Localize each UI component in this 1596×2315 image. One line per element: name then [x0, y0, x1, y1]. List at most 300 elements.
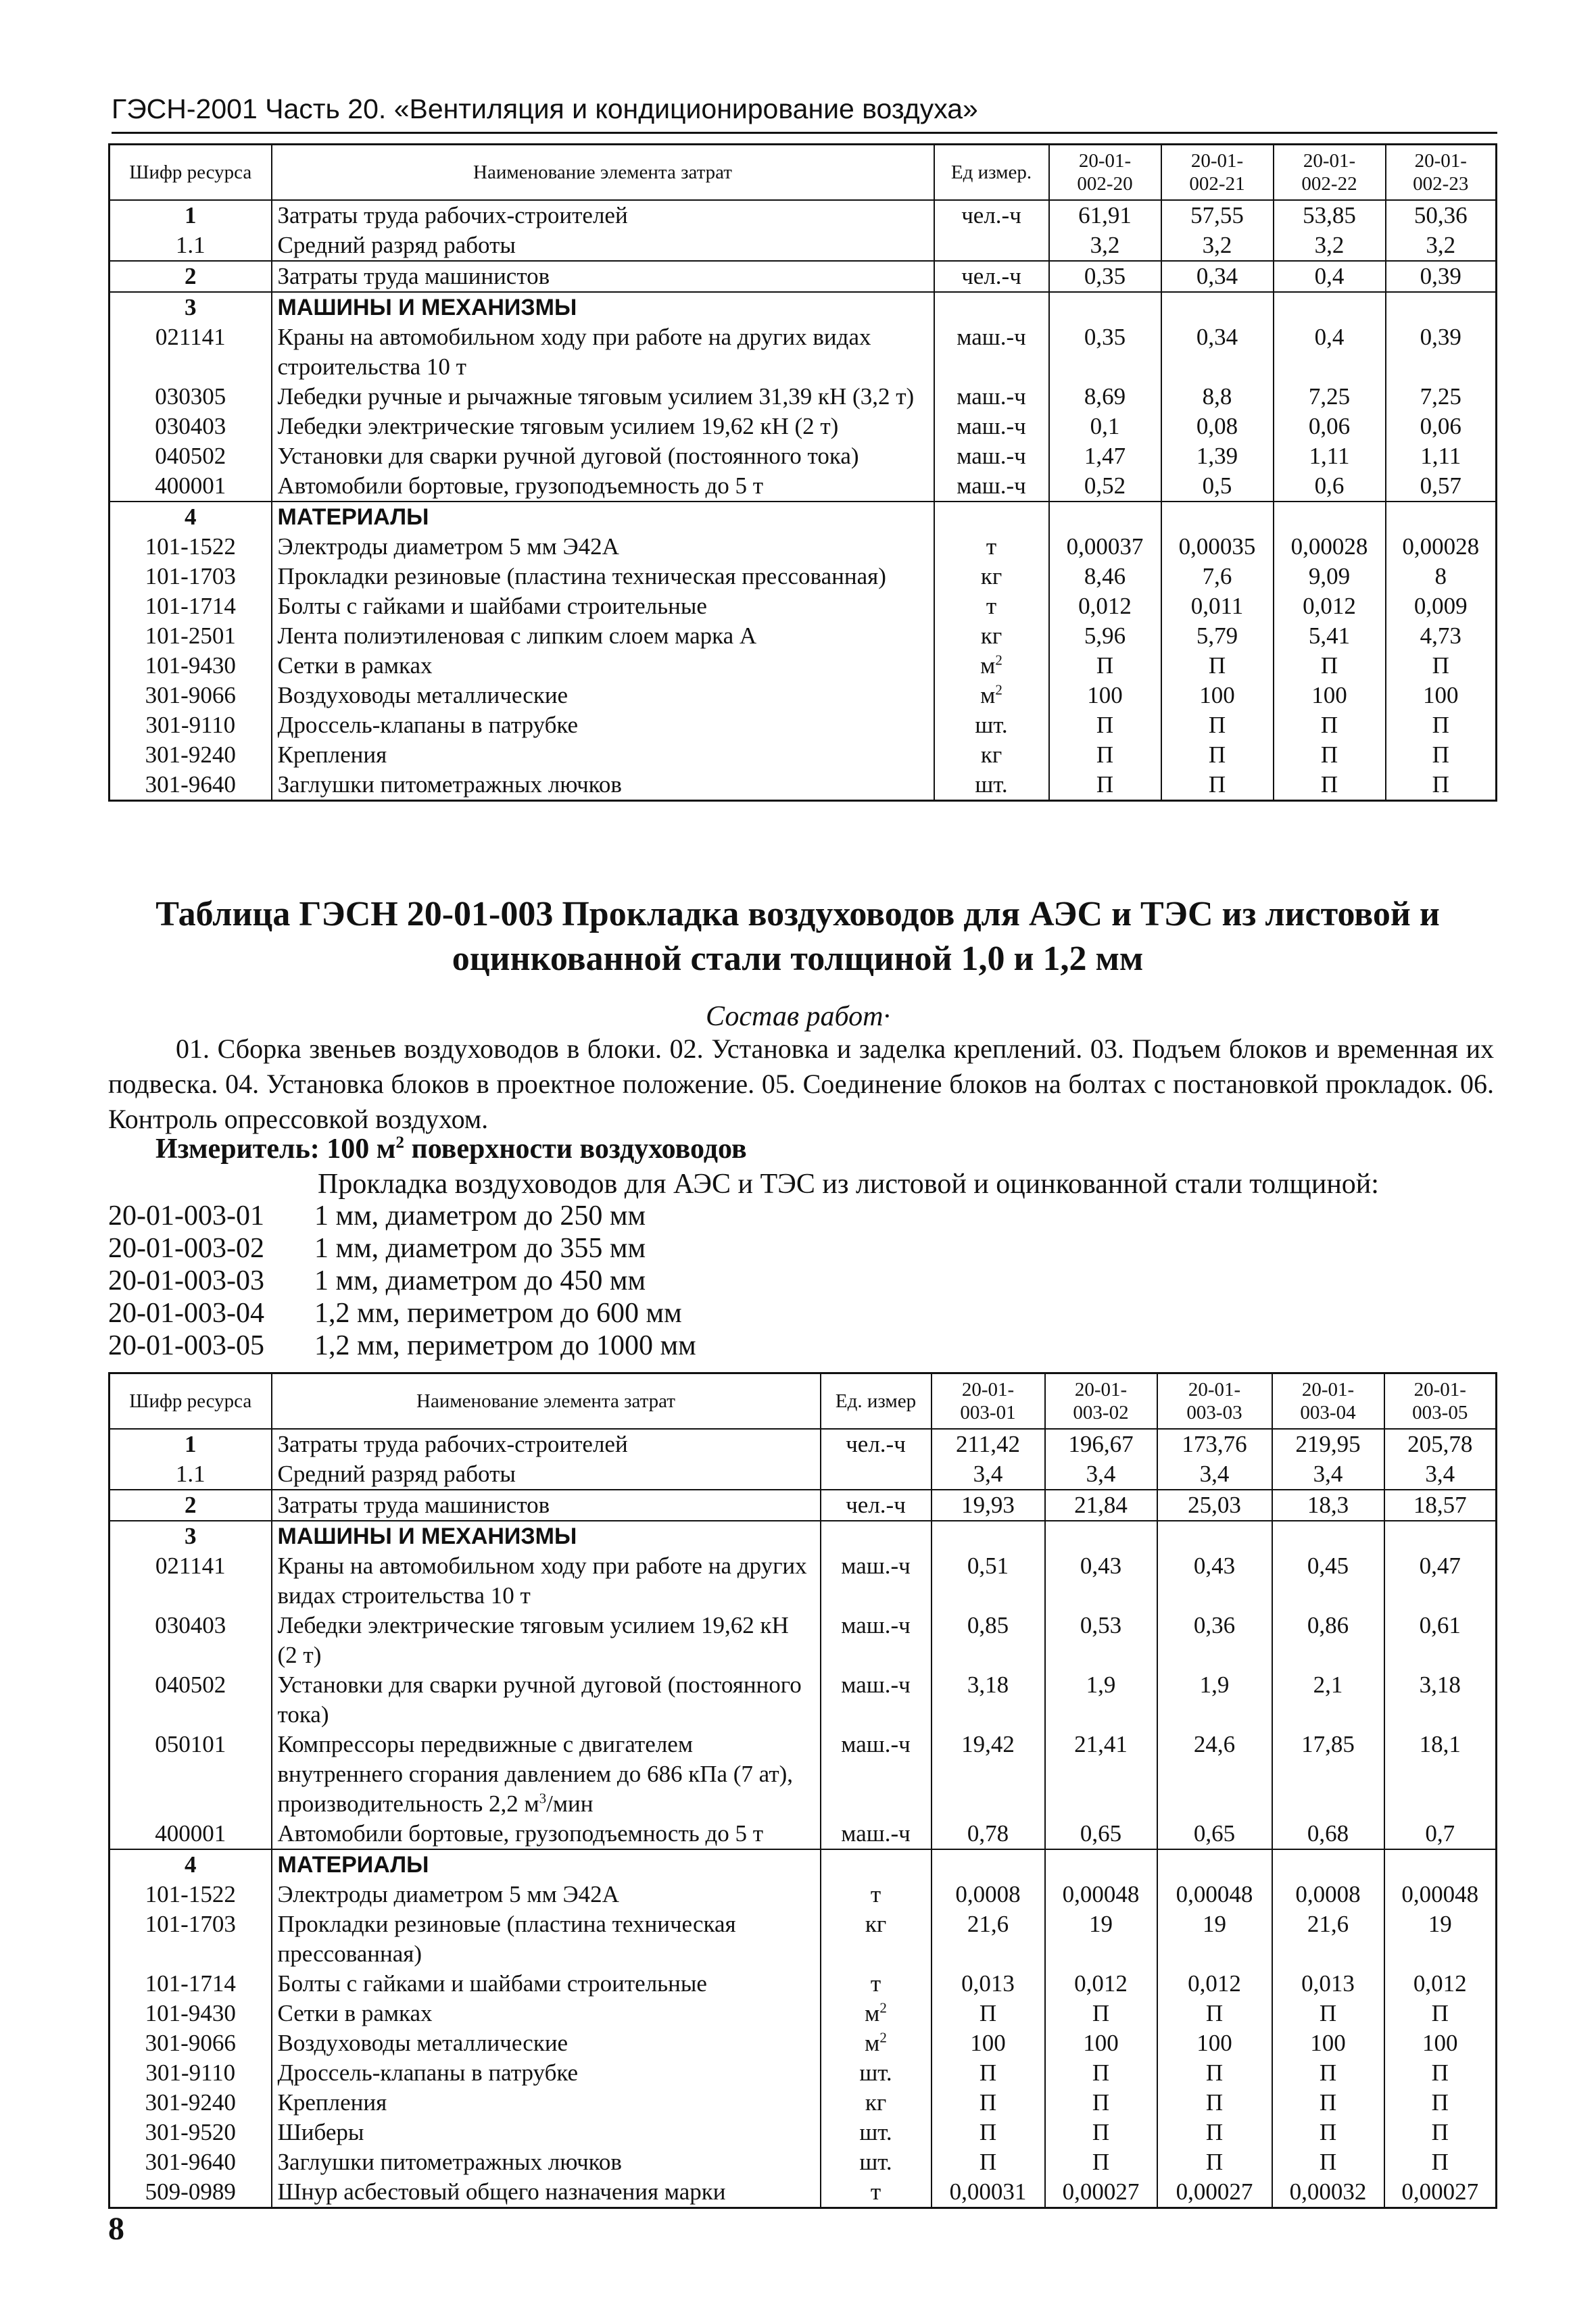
table-row: [110, 441, 1497, 471]
cell-name: Затраты труда рабочих-строителей: [272, 200, 934, 230]
cell-value: 0,00028: [1386, 532, 1497, 562]
table-body: [110, 200, 1497, 801]
cell-unit: маш.-ч: [821, 1819, 932, 1849]
cell-value: П: [1161, 740, 1274, 770]
cell-value: 205,78: [1384, 1429, 1497, 1459]
table-row: [110, 230, 1497, 261]
cell-code: 2: [110, 261, 272, 292]
table-row: [110, 1670, 1497, 1730]
cell-value: 0,52: [1049, 471, 1161, 502]
cell-value: 21,6: [932, 1909, 1045, 1969]
cell-value: 0,39: [1386, 261, 1497, 292]
table-row: [110, 591, 1497, 621]
table-row: [110, 1429, 1497, 1459]
cell-unit: кг: [821, 1909, 932, 1969]
cell-code: 301-9240: [110, 2088, 272, 2118]
cell-value: 8,8: [1161, 382, 1274, 412]
cell-value: 19,42: [932, 1730, 1045, 1819]
cell-value: 0,011: [1161, 591, 1274, 621]
cell-value: 100: [1274, 681, 1386, 710]
cell-name: Компрессоры передвижные с двигателем внутреннего сгорания давлением до 686 кПа (7 ат), производительность 2,2 $м^3$/мин: [272, 1730, 821, 1819]
cell-unit: чел.-ч: [934, 200, 1049, 230]
table-row: [110, 2118, 1497, 2147]
cell-name: Крепления: [272, 740, 934, 770]
cell-code: 4: [110, 1849, 272, 1880]
cell-unit: маш.-ч: [821, 1670, 932, 1730]
cell-value: 8,46: [1049, 562, 1161, 591]
cell-value: 0,43: [1045, 1551, 1157, 1611]
cell-code: 1: [110, 200, 272, 230]
table-row: [110, 1999, 1497, 2028]
cell-value: 0,57: [1386, 471, 1497, 502]
table-row: [110, 2058, 1497, 2088]
cell-value: 0,00027: [1384, 2177, 1497, 2208]
cell-value: [1157, 1521, 1272, 1551]
section-row: [110, 1849, 1497, 1880]
cell-value: 1,47: [1049, 441, 1161, 471]
running-header: ГЭСН-2001 Часть 20. «Вентиляция и кондиционирование воздуха»: [112, 93, 1497, 134]
cell-value: 0,6: [1274, 471, 1386, 502]
cell-value: 0,0008: [932, 1880, 1045, 1909]
cell-code: 301-9110: [110, 710, 272, 740]
cell-value: 7,6: [1161, 562, 1274, 591]
resource-table-002: [108, 143, 1497, 802]
cell-unit: $м^2$: [934, 651, 1049, 681]
norm-description: 1 мм, диаметром до 355 мм: [314, 1233, 646, 1264]
cell-value: [1384, 1849, 1497, 1880]
cell-name: МАТЕРИАЛЫ: [272, 1849, 821, 1880]
cell-value: 0,012: [1045, 1969, 1157, 1999]
header-col: 20-01- 002-23: [1386, 145, 1497, 201]
cell-name: Электроды диаметром 5 мм Э42А: [272, 1880, 821, 1909]
cell-value: 0,00035: [1161, 532, 1274, 562]
cell-unit: чел.-ч: [821, 1429, 932, 1459]
cell-value: П: [1157, 2118, 1272, 2147]
cell-value: П: [932, 1999, 1045, 2028]
cell-code: 021141: [110, 322, 272, 382]
cell-value: 0,85: [932, 1611, 1045, 1670]
table-row: [110, 681, 1497, 710]
sostav-label: Состав работ·: [706, 1001, 890, 1032]
cell-code: 101-1714: [110, 1969, 272, 1999]
table-row: [110, 1490, 1497, 1521]
cell-value: 0,08: [1161, 412, 1274, 441]
cell-value: П: [1049, 710, 1161, 740]
cell-value: 196,67: [1045, 1429, 1157, 1459]
cell-value: П: [1386, 710, 1497, 740]
cell-name: Шиберы: [272, 2118, 821, 2147]
cell-unit: шт.: [821, 2058, 932, 2088]
cell-value: 21,41: [1045, 1730, 1157, 1819]
measurer-label: Измеритель:: [155, 1134, 320, 1165]
cell-code: 101-1714: [110, 591, 272, 621]
table-row: [110, 740, 1497, 770]
cell-name: Установки для сварки ручной дуговой (постоянного тока): [272, 441, 934, 471]
table-row: [110, 1969, 1497, 1999]
cell-value: 0,53: [1045, 1611, 1157, 1670]
cell-value: 0,012: [1049, 591, 1161, 621]
cell-value: [1161, 292, 1274, 322]
cell-unit: [821, 1849, 932, 1880]
cell-value: П: [1161, 651, 1274, 681]
cell-unit: т: [821, 1880, 932, 1909]
cell-value: 18,3: [1272, 1490, 1384, 1521]
cell-value: 0,35: [1049, 261, 1161, 292]
table-row: [110, 1819, 1497, 1849]
cell-name: Воздуховоды металлические: [272, 681, 934, 710]
cell-value: 25,03: [1157, 1490, 1272, 1521]
table-body: [110, 1429, 1497, 2208]
cell-value: П: [932, 2088, 1045, 2118]
cell-name: Затраты труда машинистов: [272, 1490, 821, 1521]
cell-value: П: [1157, 2147, 1272, 2177]
cell-unit: [821, 1459, 932, 1490]
cell-code: 4: [110, 502, 272, 532]
table-row: [110, 1730, 1497, 1819]
cell-name: Крепления: [272, 2088, 821, 2118]
cell-value: 0,06: [1386, 412, 1497, 441]
cell-value: [1274, 292, 1386, 322]
cell-value: 50,36: [1386, 200, 1497, 230]
cell-code: 021141: [110, 1551, 272, 1611]
header-code: Шифр ресурса: [110, 145, 272, 201]
cell-name: Краны на автомобильном ходу при работе на других видах строительства 10 т: [272, 322, 934, 382]
page-number: 8: [108, 2211, 124, 2247]
cell-value: [1272, 1849, 1384, 1880]
cell-unit: маш.-ч: [934, 322, 1049, 382]
cell-value: 19: [1384, 1909, 1497, 1969]
cell-unit: [934, 230, 1049, 261]
table-row: [110, 710, 1497, 740]
table-row: [110, 1611, 1497, 1670]
table-row: [110, 471, 1497, 502]
cell-value: П: [1384, 2058, 1497, 2088]
cell-value: 18,1: [1384, 1730, 1497, 1819]
cell-value: 0,45: [1272, 1551, 1384, 1611]
cell-code: 301-9640: [110, 770, 272, 801]
cell-code: 301-9640: [110, 2147, 272, 2177]
cell-code: 301-9520: [110, 2118, 272, 2147]
cell-value: П: [1161, 710, 1274, 740]
cell-unit: шт.: [821, 2118, 932, 2147]
cell-code: 301-9066: [110, 681, 272, 710]
cell-code: 030403: [110, 412, 272, 441]
cell-value: П: [1045, 2118, 1157, 2147]
cell-code: 301-9240: [110, 740, 272, 770]
cell-value: 4,73: [1386, 621, 1497, 651]
cell-unit: $м^2$: [934, 681, 1049, 710]
cell-code: 1.1: [110, 230, 272, 261]
cell-code: 101-9430: [110, 1999, 272, 2028]
header-code: Шифр ресурса: [110, 1373, 272, 1430]
cell-code: 101-1703: [110, 1909, 272, 1969]
table-row: [110, 200, 1497, 230]
norm-item: [108, 1265, 696, 1297]
cell-value: 100: [1045, 2028, 1157, 2058]
cell-name: Лебедки ручные и рычажные тяговым усилием 31,39 кН (3,2 т): [272, 382, 934, 412]
norm-code: 20-01-003-03: [108, 1265, 264, 1296]
cell-value: П: [1274, 651, 1386, 681]
cell-value: [1161, 502, 1274, 532]
cell-code: 101-1522: [110, 532, 272, 562]
cell-code: 3: [110, 1521, 272, 1551]
cell-value: 0,00031: [932, 2177, 1045, 2208]
cell-value: П: [1274, 770, 1386, 801]
cell-value: 19: [1045, 1909, 1157, 1969]
norm-description: 1 мм, диаметром до 250 мм: [314, 1200, 646, 1232]
cell-value: 5,41: [1274, 621, 1386, 651]
cell-unit: $м^2$: [821, 2028, 932, 2058]
cell-value: 19,93: [932, 1490, 1045, 1521]
cell-name: Шнур асбестовый общего назначения марки: [272, 2177, 821, 2208]
table-row: [110, 1459, 1497, 1490]
cell-value: П: [1045, 2088, 1157, 2118]
cell-value: 0,4: [1274, 261, 1386, 292]
cell-value: 0,68: [1272, 1819, 1384, 1849]
cell-unit: кг: [934, 621, 1049, 651]
cell-value: 1,11: [1274, 441, 1386, 471]
cell-value: 0,012: [1384, 1969, 1497, 1999]
cell-value: 0,00027: [1157, 2177, 1272, 2208]
norm-code: 20-01-003-01: [108, 1200, 264, 1232]
cell-code: 101-9430: [110, 651, 272, 681]
table-row: [110, 382, 1497, 412]
cell-value: 8: [1386, 562, 1497, 591]
cell-unit: шт.: [934, 710, 1049, 740]
cell-value: П: [932, 2058, 1045, 2088]
norms-intro: Прокладка воздуховодов для АЭС и ТЭС из листовой и оцинкованной стали толщиной:: [318, 1169, 1379, 1200]
table-row: [110, 1551, 1497, 1611]
cell-value: П: [1384, 2118, 1497, 2147]
section-row: [110, 1521, 1497, 1551]
cell-unit: кг: [934, 562, 1049, 591]
cell-value: 19: [1157, 1909, 1272, 1969]
cell-value: 57,55: [1161, 200, 1274, 230]
cell-value: 0,012: [1274, 591, 1386, 621]
header-unit: Ед измер.: [934, 145, 1049, 201]
cell-name: Заглушки питометражных лючков: [272, 770, 934, 801]
cell-value: П: [1274, 740, 1386, 770]
cell-value: [1045, 1521, 1157, 1551]
cell-value: П: [1157, 2088, 1272, 2118]
cell-value: П: [1272, 2147, 1384, 2177]
cell-value: 0,78: [932, 1819, 1045, 1849]
cell-value: 17,85: [1272, 1730, 1384, 1819]
measurer-value: 100 $м^2$ поверхности воздуховодов: [327, 1134, 747, 1165]
cell-value: П: [1386, 651, 1497, 681]
table-row: [110, 770, 1497, 801]
cell-value: 0,7: [1384, 1819, 1497, 1849]
cell-value: П: [1384, 1999, 1497, 2028]
cell-name: Средний разряд работы: [272, 230, 934, 261]
cell-value: 0,013: [932, 1969, 1045, 1999]
cell-value: 53,85: [1274, 200, 1386, 230]
cell-value: П: [1272, 2118, 1384, 2147]
cell-value: 0,34: [1161, 261, 1274, 292]
table-row: [110, 412, 1497, 441]
cell-value: 3,2: [1161, 230, 1274, 261]
cell-name: Сетки в рамках: [272, 651, 934, 681]
section-row: [110, 292, 1497, 322]
cell-name: Болты с гайками и шайбами строительные: [272, 1969, 821, 1999]
cell-name: Лебедки электрические тяговым усилием 19,62 кН (2 т): [272, 412, 934, 441]
norm-item: [108, 1297, 696, 1330]
cell-value: 0,1: [1049, 412, 1161, 441]
cell-name: Краны на автомобильном ходу при работе на других видах строительства 10 т: [272, 1551, 821, 1611]
cell-value: 3,4: [932, 1459, 1045, 1490]
cell-value: 0,5: [1161, 471, 1274, 502]
cell-name: Затраты труда машинистов: [272, 261, 934, 292]
cell-value: П: [1045, 1999, 1157, 2028]
cell-value: 24,6: [1157, 1730, 1272, 1819]
cell-value: 0,4: [1274, 322, 1386, 382]
cell-value: 7,25: [1386, 382, 1497, 412]
norm-item: [108, 1232, 696, 1265]
cell-value: 61,91: [1049, 200, 1161, 230]
cell-value: 0,00032: [1272, 2177, 1384, 2208]
cell-value: 3,2: [1386, 230, 1497, 261]
cell-value: 0,39: [1386, 322, 1497, 382]
cell-name: Затраты труда рабочих-строителей: [272, 1429, 821, 1459]
cell-name: Электроды диаметром 5 мм Э42А: [272, 532, 934, 562]
table-row: [110, 651, 1497, 681]
cell-value: 100: [1157, 2028, 1272, 2058]
cell-value: 18,57: [1384, 1490, 1497, 1521]
cell-value: П: [1157, 2058, 1272, 2088]
cell-value: 0,00037: [1049, 532, 1161, 562]
cell-value: П: [1049, 770, 1161, 801]
cell-value: 0,65: [1045, 1819, 1157, 1849]
measurer: [155, 1133, 747, 1165]
cell-unit: шт.: [821, 2147, 932, 2177]
norm-description: 1,2 мм, периметром до 600 мм: [314, 1298, 682, 1329]
cell-unit: чел.-ч: [821, 1490, 932, 1521]
cell-value: 100: [1161, 681, 1274, 710]
cell-value: [1274, 502, 1386, 532]
cell-value: П: [1045, 2147, 1157, 2177]
cell-value: 3,2: [1274, 230, 1386, 261]
cell-name: Лебедки электрические тяговым усилием 19,62 кН (2 т): [272, 1611, 821, 1670]
cell-code: 050101: [110, 1730, 272, 1819]
cell-code: 400001: [110, 1819, 272, 1849]
cell-value: П: [1157, 1999, 1272, 2028]
cell-value: 7,25: [1274, 382, 1386, 412]
header-col: 20-01- 002-22: [1274, 145, 1386, 201]
cell-value: П: [1272, 2088, 1384, 2118]
cell-code: 509-0989: [110, 2177, 272, 2208]
cell-value: 3,4: [1157, 1459, 1272, 1490]
cell-value: 3,4: [1384, 1459, 1497, 1490]
cell-code: 040502: [110, 441, 272, 471]
norms-list: [108, 1200, 696, 1362]
table-row: [110, 2088, 1497, 2118]
cell-value: [1386, 502, 1497, 532]
cell-name: МАТЕРИАЛЫ: [272, 502, 934, 532]
cell-value: [1384, 1521, 1497, 1551]
cell-code: 1: [110, 1429, 272, 1459]
table-header-row: [110, 1373, 1497, 1430]
cell-value: [1272, 1521, 1384, 1551]
cell-value: 0,013: [1272, 1969, 1384, 1999]
header-col: 20-01- 003-01: [932, 1373, 1045, 1430]
cell-value: 100: [1272, 2028, 1384, 2058]
cell-name: Воздуховоды металлические: [272, 2028, 821, 2058]
cell-unit: т: [821, 1969, 932, 1999]
norm-description: 1 мм, диаметром до 450 мм: [314, 1265, 646, 1296]
cell-value: 100: [1049, 681, 1161, 710]
cell-value: 0,00048: [1045, 1880, 1157, 1909]
cell-value: 0,43: [1157, 1551, 1272, 1611]
cell-value: 100: [1384, 2028, 1497, 2058]
cell-code: 101-2501: [110, 621, 272, 651]
table-row: [110, 261, 1497, 292]
cell-value: П: [932, 2118, 1045, 2147]
cell-value: П: [1386, 770, 1497, 801]
cell-value: 8,69: [1049, 382, 1161, 412]
cell-unit: [934, 502, 1049, 532]
cell-value: 0,00048: [1157, 1880, 1272, 1909]
cell-value: 5,96: [1049, 621, 1161, 651]
cell-name: Средний разряд работы: [272, 1459, 821, 1490]
cell-value: 21,84: [1045, 1490, 1157, 1521]
cell-unit: [934, 292, 1049, 322]
norm-code: 20-01-003-02: [108, 1233, 264, 1264]
cell-code: 030403: [110, 1611, 272, 1670]
cell-value: [1049, 502, 1161, 532]
cell-name: Лента полиэтиленовая с липким слоем марка А: [272, 621, 934, 651]
cell-code: 301-9110: [110, 2058, 272, 2088]
cell-value: П: [1272, 2058, 1384, 2088]
cell-value: 3,4: [1272, 1459, 1384, 1490]
header-col: 20-01- 002-20: [1049, 145, 1161, 201]
table-row: [110, 562, 1497, 591]
cell-value: 0,51: [932, 1551, 1045, 1611]
cell-value: 5,79: [1161, 621, 1274, 651]
cell-value: 0,65: [1157, 1819, 1272, 1849]
cell-value: 0,61: [1384, 1611, 1497, 1670]
cell-value: П: [932, 2147, 1045, 2177]
cell-unit: чел.-ч: [934, 261, 1049, 292]
cell-value: 0,06: [1274, 412, 1386, 441]
cell-value: [932, 1521, 1045, 1551]
cell-value: 0,47: [1384, 1551, 1497, 1611]
cell-unit: маш.-ч: [821, 1551, 932, 1611]
cell-name: Прокладки резиновые (пластина техническая прессованная): [272, 1909, 821, 1969]
table-row: [110, 2177, 1497, 2208]
section-title: Таблица ГЭСН 20-01-003 Прокладка воздуховодов для АЭС и ТЭС из листовой и оцинкованной стали толщиной 1,0 и 1,2 мм: [155, 895, 1440, 978]
resource-table-003: [108, 1372, 1497, 2209]
work-description: 01. Сборка звеньев воздуховодов в блоки. 02. Установка и заделка креплений. 03. Подъем блоков и временная их подвеска. 04. Установка блоков в проектное положение. 05. Соединение блоков на болтах с постановкой прокладок. 06. Контроль опрессовкой воздухом.: [108, 1033, 1494, 1134]
cell-value: 100: [932, 2028, 1045, 2058]
cell-unit: маш.-ч: [821, 1730, 932, 1819]
header-col: 20-01- 003-03: [1157, 1373, 1272, 1430]
norm-description: 1,2 мм, периметром до 1000 мм: [314, 1330, 696, 1361]
section-row: [110, 502, 1497, 532]
header-unit: Ед. измер: [821, 1373, 932, 1430]
cell-value: 0,009: [1386, 591, 1497, 621]
cell-value: 2,1: [1272, 1670, 1384, 1730]
cell-code: 101-1522: [110, 1880, 272, 1909]
cell-unit: т: [934, 591, 1049, 621]
cell-value: 21,6: [1272, 1909, 1384, 1969]
cell-value: 3,18: [932, 1670, 1045, 1730]
cell-unit: кг: [821, 2088, 932, 2118]
cell-value: 3,2: [1049, 230, 1161, 261]
table-row: [110, 2147, 1497, 2177]
cell-unit: кг: [934, 740, 1049, 770]
cell-value: [1157, 1849, 1272, 1880]
cell-unit: $м^2$: [821, 1999, 932, 2028]
